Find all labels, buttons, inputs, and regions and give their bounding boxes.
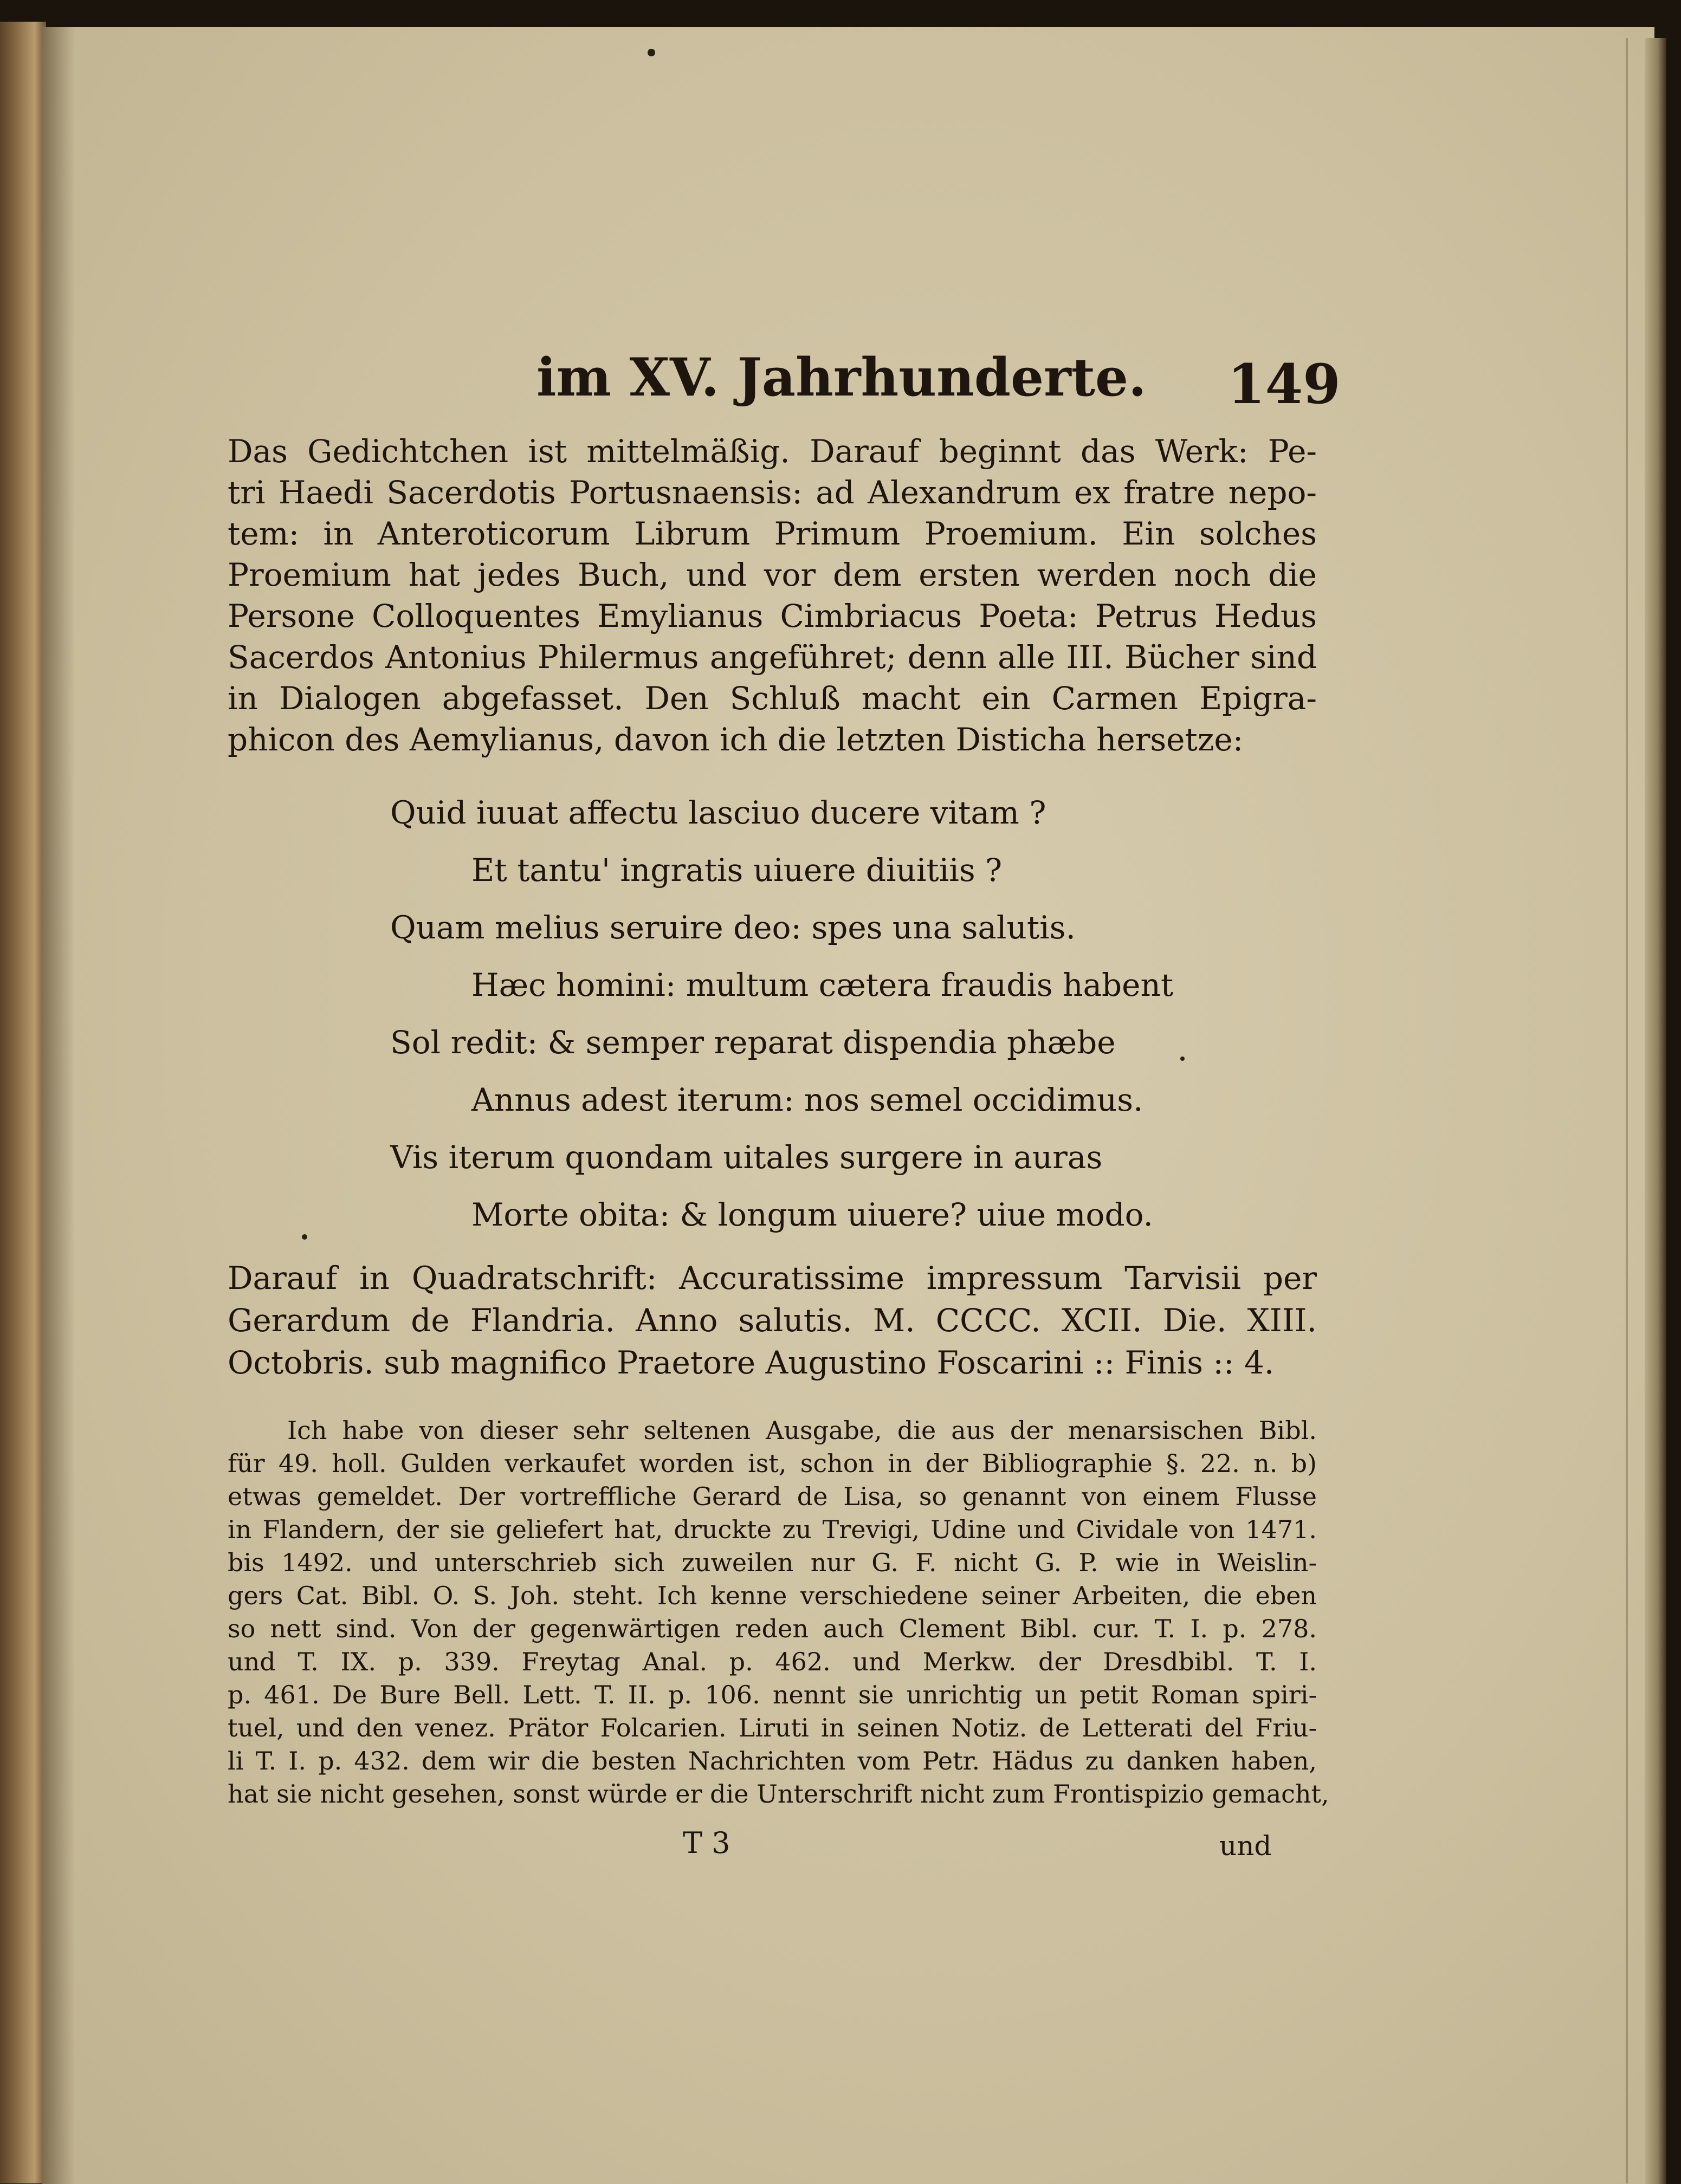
footnote-line: so nett sind. Von der gegenwärtigen reden auch Clement Bibl. cur. T. I. p. 278.	[228, 1614, 1317, 1643]
text-line: tem: in Anteroticorum Librum Primum Proemium. Ein solches	[228, 515, 1317, 552]
ink-speck	[1180, 1057, 1185, 1061]
text-line: phicon des Aemylianus, davon ich die letzten Disticha hersetze:	[228, 721, 1244, 758]
footnote-line: in Flandern, der sie geliefert hat, druckte zu Trevigi, Udine und Cividale von 1471.	[228, 1515, 1317, 1544]
paragraph-1	[228, 431, 1317, 760]
text-line: Octobris. sub magnifico Praetore Augustino Foscarini :: Finis :: 4.	[228, 1344, 1275, 1381]
footnote-line: für 49. holl. Gulden verkaufet worden ist, schon in der Bibliographie §. 22. n. b)	[228, 1449, 1317, 1478]
footnote-line: li T. I. p. 432. dem wir die besten Nachrichten vom Petr. Hädus zu danken haben,	[228, 1746, 1317, 1775]
left-page-edge	[0, 22, 46, 2183]
text-line: tri Haedi Sacerdotis Portusnaensis: ad Alexandrum ex fratre nepo-	[228, 474, 1317, 511]
gutter-shadow	[42, 27, 75, 2184]
verse-line: Hæc homini: multum cætera fraudis habent	[471, 967, 1174, 1003]
text-line: Gerardum de Flandria. Anno salutis. M. CCCC. XCII. Die. XIII.	[228, 1302, 1317, 1339]
footnote-line: und T. IX. p. 339. Freytag Anal. p. 462. und Merkw. der Dresdbibl. T. I.	[228, 1647, 1317, 1676]
footnote-line: Ich habe von dieser sehr seltenen Ausgabe, die aus der menarsischen Bibl.	[287, 1416, 1317, 1445]
verse-line: Quam melius seruire deo: spes una salutis.	[390, 909, 1076, 946]
text-line: Sacerdos Antonius Philermus angeführet; denn alle III. Bücher sind	[228, 639, 1317, 676]
running-title: im XV. Jahrhunderte.	[536, 347, 1147, 408]
text-line: Persone Colloquentes Emylianus Cimbriacus Poeta: Petrus Hedus	[228, 598, 1317, 634]
text-line: in Dialogen abgefasset. Den Schluß macht ein Carmen Epigra-	[228, 680, 1317, 717]
footnote-line: gers Cat. Bibl. O. S. Joh. steht. Ich kenne verschiedene seiner Arbeiten, die eben	[228, 1581, 1317, 1610]
verse-line: Annus adest iterum: nos semel occidimus.	[471, 1081, 1143, 1118]
footnote-line: bis 1492. und unterschrieb sich zuweilen nur G. F. nicht G. P. wie in Weislin-	[228, 1548, 1317, 1577]
page-fore-edge	[1645, 38, 1666, 2184]
footnote	[228, 1414, 1329, 1811]
text-line: Darauf in Quadratschrift: Accuratissime impressum Tarvisii per	[228, 1260, 1317, 1297]
footnote-line: hat sie nicht gesehen, sonst würde er die Unterschrift nicht zum Frontispizio gemacht,	[228, 1779, 1329, 1809]
verse-line: Et tantu' ingratis uiuere diuitiis ?	[471, 852, 1003, 889]
verse-line: Sol redit: & semper reparat dispendia phæbe	[390, 1024, 1116, 1061]
signature-mark: T 3	[683, 1826, 730, 1860]
page-edge-rule	[1626, 38, 1628, 2183]
verse-line: Morte obita: & longum uiuere? uiue modo.	[471, 1196, 1153, 1233]
catchword: und	[1219, 1830, 1272, 1862]
footnote-line: p. 461. De Bure Bell. Lett. T. II. p. 106. nennt sie unrichtig un petit Roman spiri-	[228, 1680, 1317, 1709]
ink-speck	[648, 49, 655, 56]
paragraph-2	[228, 1257, 1317, 1384]
ink-speck	[302, 1234, 307, 1240]
page-number: 149	[1227, 352, 1341, 416]
text-line: Proemium hat jedes Buch, und vor dem ersten werden noch die	[228, 556, 1317, 593]
text-line: Das Gedichtchen ist mittelmäßig. Darauf beginnt das Werk: Pe-	[228, 433, 1317, 470]
verse-line: Quid iuuat affectu lasciuo ducere vitam ?	[390, 794, 1046, 831]
footnote-line: etwas gemeldet. Der vortreffliche Gerard de Lisa, so genannt von einem Flusse	[228, 1482, 1317, 1511]
footnote-line: tuel, und den venez. Prätor Folcarien. Liruti in seinen Notiz. de Letterati del Friu-	[228, 1713, 1317, 1742]
verse-line: Vis iterum quondam uitales surgere in auras	[390, 1139, 1103, 1176]
